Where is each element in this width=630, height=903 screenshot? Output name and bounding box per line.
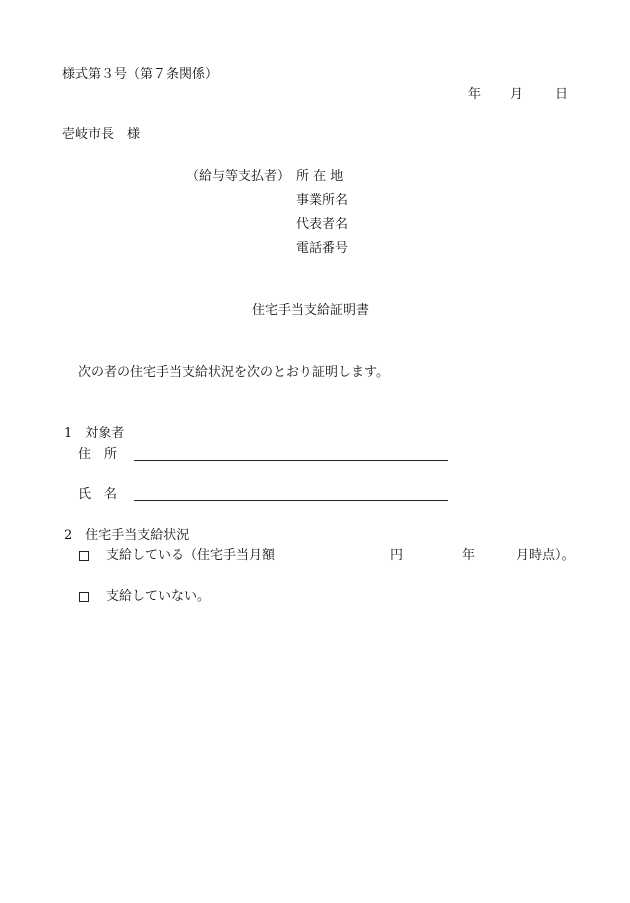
representative-label: 代表者名	[296, 217, 349, 232]
yen-label: 円	[390, 548, 404, 563]
address-label: 住 所	[78, 447, 118, 462]
location-label: 所 在 地	[296, 169, 344, 184]
paid-option-label: 支給している（住宅手当月額	[106, 548, 276, 563]
date-day-label: 日	[555, 87, 569, 102]
section1-heading: 1 対象者	[64, 426, 125, 441]
address-underline	[134, 460, 448, 461]
paid-year-label: 年	[462, 548, 476, 563]
statement: 次の者の住宅手当支給状況を次のとおり証明します。	[78, 365, 389, 380]
not-paid-option-label: 支給していない。	[106, 589, 211, 604]
date-month-label: 月	[510, 87, 524, 102]
office-name-label: 事業所名	[296, 193, 349, 208]
document-title: 住宅手当支給証明書	[252, 303, 370, 318]
section2-heading: 2 住宅手当支給状況	[64, 528, 190, 543]
addressee: 壱岐市長 様	[62, 127, 141, 142]
name-underline	[134, 500, 448, 501]
payer-role-label: （給与等支払者）	[186, 169, 291, 184]
name-label: 氏 名	[78, 487, 118, 502]
not-paid-checkbox[interactable]	[79, 592, 89, 602]
form-number: 様式第３号（第７条関係）	[62, 67, 219, 82]
paid-checkbox[interactable]	[79, 551, 89, 561]
paid-month-end-label: 月時点）。	[516, 548, 575, 563]
date-year-label: 年	[468, 87, 482, 102]
phone-label: 電話番号	[296, 241, 349, 256]
